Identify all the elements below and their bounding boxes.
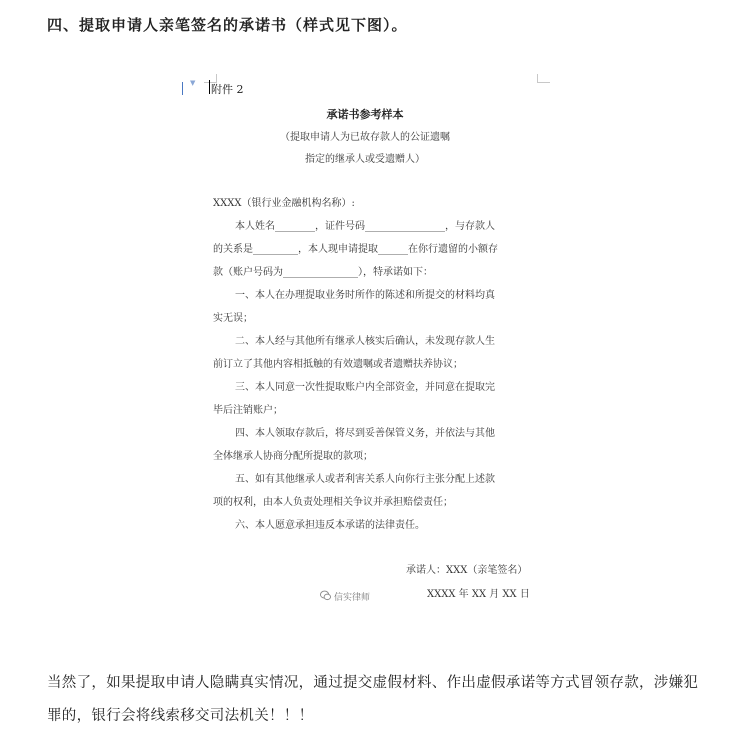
doc-subtitle: （提取申请人为已故存款人的公证遗嘱	[280, 132, 450, 143]
signature-line: 承诺人：XXX（亲笔签名）	[406, 565, 528, 576]
date-line: XXXX 年 XX 月 XX 日	[427, 589, 530, 600]
doc-item-line: 一、本人在办理提取业务时所作的陈述和所提交的材料均真	[235, 290, 495, 301]
document-image	[180, 74, 550, 634]
doc-title: 承诺书参考样本	[326, 108, 404, 121]
doc-subtitle: 指定的继承人或受遗赠人）	[305, 154, 425, 165]
doc-item-line: 二、本人经与其他所有继承人核实后确认，未发现存款人生	[235, 336, 495, 347]
attachment-label: 附件 2	[211, 83, 244, 96]
doc-item-line: 六、本人愿意承担违反本承诺的法律责任。	[235, 520, 425, 531]
doc-paragraph-line: 的关系是_________，本人现申请提取______在你行遗留的小额存	[213, 244, 498, 255]
doc-paragraph-line: 本人姓名________，证件号码________________，与存款人	[235, 221, 495, 232]
doc-item-line: 五、如有其他继承人或者利害关系人向你行主张分配上述款	[235, 474, 495, 485]
doc-item-line: 实无误；	[213, 313, 253, 324]
dropdown-arrow-icon: ▼	[190, 79, 196, 87]
footer-paragraph: 当然了，如果提取申请人隐瞒真实情况，通过提交虚假材料、作出虚假承诺等方式冒领存款，涉嫌犯罪的，银行会将线索移交司法机关！！！	[47, 675, 699, 724]
doc-item-line: 前订立了其他内容相抵触的有效遗嘱或者遗赠扶养协议；	[213, 359, 463, 370]
doc-paragraph-line: 款（账户号码为_______________），特承诺如下：	[213, 267, 433, 278]
wechat-logo-icon	[320, 590, 331, 601]
section-heading: 四、提取申请人亲笔签名的承诺书（样式见下图）。	[47, 16, 408, 34]
doc-item-line: 四、本人领取存款后，将尽到妥善保管义务，并依法与其他	[235, 428, 495, 439]
doc-item-line: 全体继承人协商分配所提取的款项；	[213, 451, 373, 462]
page-corner-mark	[537, 74, 550, 83]
text-caret	[209, 80, 210, 94]
watermark: 信实律师	[334, 593, 371, 603]
doc-item-line: 三、本人同意一次性提取账户内全部资金，并同意在提取完	[235, 382, 495, 393]
margin-marker	[182, 82, 183, 95]
doc-item-line: 毕后注销账户；	[213, 405, 283, 416]
doc-item-line: 项的权利，由本人负责处理相关争议并承担赔偿责任；	[213, 497, 453, 508]
addressee: XXXX（银行业金融机构名称）:	[213, 198, 355, 209]
